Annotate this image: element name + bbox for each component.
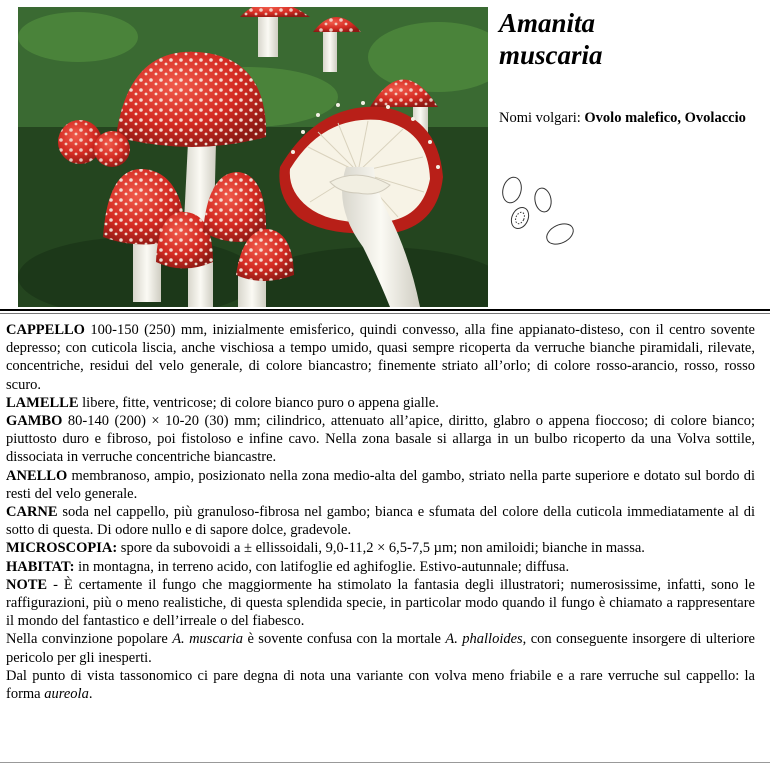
section-carne <box>6 503 755 539</box>
note-taxonomy: Dal punto di vista tassonomico ci pare degna di nota una variante con volva meno friabile e a rare verruche sul cappello: la forma aureola. <box>6 667 755 703</box>
fly-agaric-mushrooms-photo <box>18 7 488 307</box>
section-gambo <box>6 412 755 467</box>
section-label: NOTE <box>6 576 48 593</box>
section-label: HABITAT: <box>6 558 75 575</box>
page-bottom-divider <box>0 762 770 763</box>
common-names-block <box>499 108 759 128</box>
section-text: in montagna, in terreno acido, con latifoglie ed aghifoglie. Estivo-autunnale; diffusa. <box>74 558 570 575</box>
section-note <box>6 576 755 631</box>
section-cappello <box>6 321 755 394</box>
species-epithet: muscaria <box>499 40 603 70</box>
species-title <box>499 7 759 71</box>
header-divider-thin <box>0 313 770 314</box>
section-label: CAPPELLO <box>6 322 85 338</box>
section-label: LAMELLE <box>6 394 79 411</box>
section-habitat <box>6 558 755 576</box>
section-text: membranoso, ampio, posizionato nella zona medio-alta del gambo, striato nella parte superiore e dotato sul bordo di resti del velo generale. <box>6 467 755 502</box>
description-body <box>6 321 755 703</box>
species-ref: A. muscaria <box>172 631 244 648</box>
section-label: CARNE <box>6 504 58 521</box>
section-text: spore da subovoidi a ± ellissoidali, 9,0-11,2 × 6,5-7,5 µm; non amiloidi; bianche in massa. <box>117 540 645 557</box>
section-label: MICROSCOPIA: <box>6 540 118 557</box>
header-divider <box>0 309 770 311</box>
section-label: ANELLO <box>6 467 68 484</box>
note-confusion: Nella convinzione popolare A. muscaria è sovente confusa con la mortale A. phalloides, con conseguente insorgere di ulteriore pericolo per gli inesperti. <box>6 631 755 666</box>
genus-name: Amanita <box>499 8 596 38</box>
section-text: soda nel cappello, più granuloso-fibrosa nel gambo; bianca e sfumata del colore della cuticola immediatamente al di sotto di questa. Di odore nullo e di sapore dolce, gradevole. <box>6 504 755 539</box>
section-label: GAMBO <box>6 413 63 430</box>
section-text: libere, fitte, ventricose; di colore bianco puro o appena gialle. <box>78 394 439 411</box>
form-name: aureola <box>44 686 89 703</box>
section-lamelle <box>6 394 755 412</box>
section-text: - È certamente il fungo che maggiormente ha stimolato la fantasia degli illustratori; numerosissime, infatti, sono le raffigurazioni, più o meno realistiche, di questa splendida specie, in particolar modo quando il fungo è chiamato a rappresentare il mondo del fantastico e dell’irreale o del fiabesco. <box>6 576 755 630</box>
section-microscopia <box>6 539 755 557</box>
section-text: 100-150 (250) mm, inizialmente emisferico, quindi convesso, alla fine appianato-disteso, con il centro sovente depresso; con cuticola liscia, anche vischiosa a tempo umido, quasi sempre ricoperta da verruche bianche piramidali, rilevate, concentriche, residui del velo generale, di colore biancastro; finemente striato all’orlo; di colore rosso-arancio, rosso, rosso scuro. <box>6 322 755 393</box>
species-ref: A. phalloides <box>445 631 523 648</box>
section-text: 80-140 (200) × 10-20 (30) mm; cilindrico, attenuato all’apice, diritto, glabro o appena fioccoso; di colore bianco; piuttosto duro e fibroso, poi fistoloso e infine cavo. Nella zona basale si allarga in un bulbo ricoperto da una Volva sottile, dissociata in verruche concentriche biancastre. <box>6 413 755 466</box>
section-anello <box>6 467 755 503</box>
spore-drawing-icon <box>500 172 580 252</box>
common-names-value: Ovolo malefico, Ovolaccio <box>584 110 746 126</box>
common-names-label: Nomi volgari: <box>499 110 581 126</box>
